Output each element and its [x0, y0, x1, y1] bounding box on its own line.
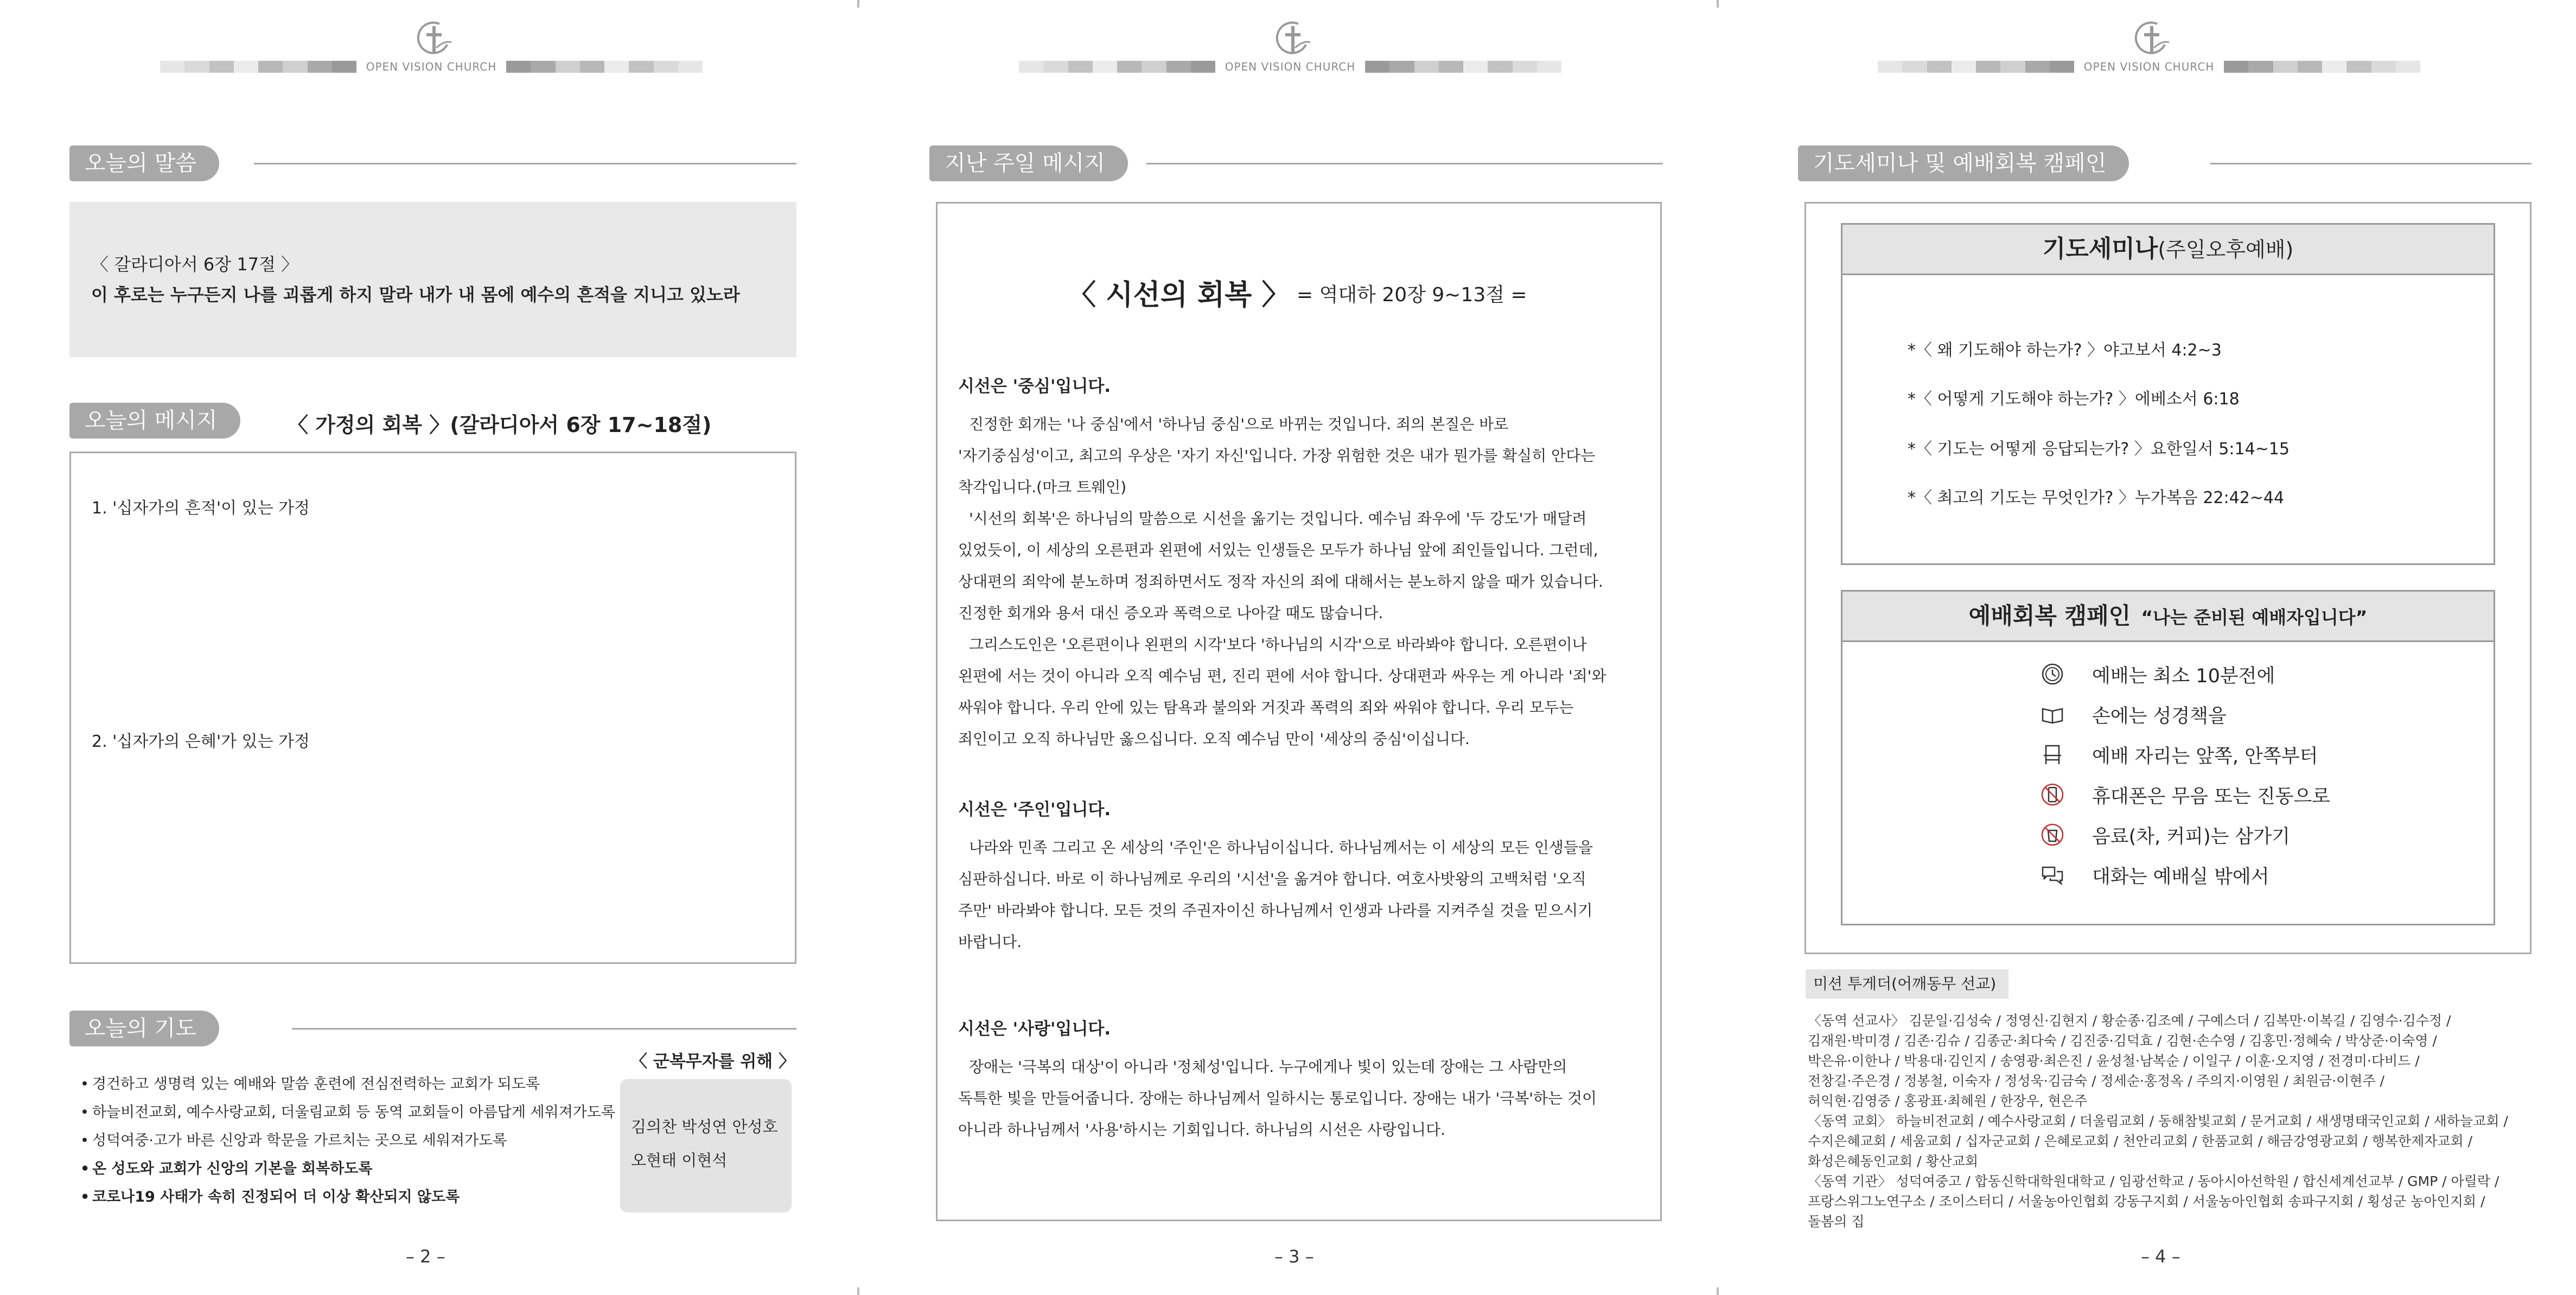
section-header-last-sermon	[929, 145, 1663, 181]
prayer-list	[80, 1070, 615, 1211]
church-header	[1878, 16, 2420, 76]
sermon-block-2	[958, 801, 1647, 958]
sermon-paragraph	[958, 409, 1647, 755]
sermon-line: 있었듯이, 이 세상의 오른편과 왼편에 서있는 인생들은 모두가 하나님 앞에 죄인들입니다. 그런데,	[958, 541, 1598, 559]
sermon-block-1	[958, 377, 1647, 755]
campaign-item	[2041, 777, 2420, 810]
section-header-prayer	[69, 1011, 796, 1046]
campaign-item	[2041, 657, 2420, 689]
sermon-line: 싸워야 합니다. 우리 안에 있는 탐욕과 불의와 거짓과 폭력의 죄와 싸워야 합니다. 우리 모두는	[958, 699, 1574, 716]
mission-line: 허익현·김영중 / 홍광표·최혜원 / 한장우, 현은주	[1808, 1093, 2088, 1109]
section-header-campaign	[1798, 145, 2532, 181]
campaign-item	[2041, 858, 2420, 890]
page-number: – 2 –	[406, 1246, 445, 1267]
military-names: 김의찬 박성연 안성호	[631, 1118, 778, 1136]
sermon-line: 진정한 회개와 용서 대신 증오과 폭력으로 나아갈 때도 많습니다.	[958, 604, 1383, 622]
mission-line: 화성은혜동인교회 / 황산교회	[1808, 1153, 1979, 1169]
campaign-outer-box	[1805, 202, 2532, 954]
campaign-label: 대화는 예배실 밖에서	[2092, 866, 2269, 888]
sermon-line: 주만' 바라봐야 합니다. 모든 것의 주권자이신 하나님께서 인생과 나라를 지켜주실 것을 믿으시기	[958, 902, 1593, 919]
campaign-item	[2041, 817, 2420, 850]
sermon-paragraph	[958, 832, 1647, 958]
clock-icon	[2041, 662, 2064, 686]
section-title: 오늘의 메시지	[69, 403, 240, 439]
note-point-2: 2. '십자가의 은혜'가 있는 가정	[92, 732, 310, 751]
sermon-line: 그리스도인은 '오른편이나 왼편의 시각'보다 '하나님의 시각'으로 바라봐야 합니다. 오른편이나	[969, 636, 1587, 653]
book-icon	[2041, 702, 2064, 726]
note-point-1: 1. '십자가의 흔적'이 있는 가정	[92, 499, 310, 518]
prayer-item: • 온 성도와 교회가 신앙의 기본을 회복하도록	[80, 1155, 615, 1183]
seminar-header	[1842, 225, 2494, 275]
campaign-slogan: “나는 준비된 예배자입니다”	[2141, 607, 2368, 628]
page-4	[1718, 0, 2576, 1295]
church-name: OPEN VISION CHURCH	[366, 60, 497, 73]
campaign-title: 예배회복 캠페인	[1968, 602, 2131, 629]
military-names: 오현태 이현석	[631, 1151, 728, 1170]
seminar-item: *〈 최고의 기도는 무엇인가? 〉누가복음 22:42~44	[1908, 488, 2285, 507]
campaign-label: 예배는 최소 10분전에	[2092, 665, 2275, 687]
mission-title: 미션 투게더(어깨동무 선교)	[1806, 969, 2008, 999]
page-2	[0, 0, 859, 1295]
page-3	[859, 0, 1718, 1295]
seminar-item: *〈 왜 기도해야 하는가? 〉야고보서 4:2~3	[1908, 341, 2222, 360]
no-phone-icon	[2041, 783, 2064, 807]
seminar-box	[1841, 223, 2495, 565]
church-logo-icon	[2130, 16, 2173, 60]
campaign-header	[1842, 592, 2494, 642]
sermon-line: 왼편에 서는 것이 아니라 오직 예수님 편, 진리 편에 서야 합니다. 상대편과 싸우는 게 아니라 '죄'와	[958, 667, 1606, 685]
sermon-heading: 시선은 '주인'입니다.	[958, 800, 1111, 820]
sermon-line: 상대편의 죄악에 분노하며 정죄하면서도 정작 자신의 죄에 대해서는 분노하지 않을 때가 있습니다.	[958, 573, 1603, 591]
mission-line: 〈동역 기관〉 성덕여중고 / 합동신학대학원대학교 / 임광선학교 / 동아시아선학원 / 합신세계선교부 / GMP / 아릴락 /	[1808, 1173, 2500, 1189]
sermon-line: 나라와 민족 그리고 온 세상의 '주인'은 하나님이십니다. 하나님께서는 이 세상의 모든 인생들을	[969, 839, 1593, 856]
verse-reference: 〈 갈라디아서 6장 17절 〉	[91, 254, 299, 275]
section-header-word	[69, 145, 796, 181]
prayer-item: • 성덕여중·고가 바른 신앙과 학문을 가르치는 곳으로 세워져가도록	[80, 1127, 615, 1155]
church-logo-icon	[1271, 16, 1315, 60]
military-names-box	[620, 1079, 792, 1213]
mission-line: 수지은혜교회 / 세움교회 / 십자군교회 / 은혜로교회 / 천안리교회 / 한품교회 / 해금강영광교회 / 행복한제자교회 /	[1808, 1133, 2473, 1149]
campaign-label: 예배 자리는 앞쪽, 안쪽부터	[2092, 746, 2318, 767]
campaign-label: 휴대폰은 무음 또는 진동으로	[2092, 786, 2331, 808]
sermon-box	[936, 202, 1662, 1221]
sermon-heading: 시선은 '사랑'입니다.	[958, 1019, 1111, 1039]
church-name: OPEN VISION CHURCH	[1225, 60, 1356, 73]
sermon-line: 진정한 회개는 '나 중심'에서 '하나님 중심'으로 바뀌는 것입니다. 죄의 본질은 바로	[969, 415, 1509, 433]
seminar-item: *〈 기도는 어떻게 응답되는가? 〉요한일서 5:14~15	[1908, 440, 2290, 459]
prayer-item: • 하늘비전교회, 예수사랑교회, 더울림교회 등 동역 교회들이 아름답게 세워져가도록	[80, 1099, 615, 1127]
seminar-title: 기도세미나	[2042, 235, 2158, 263]
sermon-line: 죄인이고 오직 하나님만 옳으십니다. 오직 예수님 만이 '세상의 중심'이십니다.	[958, 730, 1470, 748]
verse-text: 이 후로는 누구든지 나를 괴롭게 하지 말라 내가 내 몸에 예수의 흔적을 지니고 있노라	[91, 284, 740, 305]
seat-icon	[2041, 742, 2064, 766]
sermon-line: '자기중심성'이고, 최고의 우상은 '자기 자신'입니다. 가장 위험한 것은 내가 뭔가를 확실히 안다는	[958, 447, 1596, 465]
military-title: 〈 군복무자를 위해 〉	[630, 1052, 795, 1071]
seminar-item: *〈 어떻게 기도해야 하는가? 〉에베소서 6:18	[1908, 390, 2240, 409]
mission-line: 〈동역 선교사〉 김문일·김성숙 / 정영신·김현지 / 황순종·김조예 / 구예스더 / 김복만·이복길 / 김영수·김수정 /	[1808, 1013, 2451, 1029]
no-drink-icon	[2041, 823, 2064, 847]
church-logo-icon	[412, 16, 456, 60]
section-title: 오늘의 말씀	[69, 145, 219, 181]
sermon-line: 착각입니다.(마크 트웨인)	[958, 478, 1127, 496]
church-header	[1019, 16, 1561, 76]
prayer-item: • 경건하고 생명력 있는 예배와 말씀 훈련에 전심전력하는 교회가 되도록	[80, 1070, 615, 1099]
seminar-subtitle: (주일오후예배)	[2158, 238, 2294, 262]
mission-line: 돌봄의 집	[1808, 1214, 1865, 1229]
mission-line: 김재원·박미경 / 김존·김슈 / 김종군·최다숙 / 김진중·김덕효 / 김현·손수영 / 김홍민·정혜숙 / 박상준·이숙영 /	[1808, 1033, 2437, 1049]
sermon-reference: = 역대하 20장 9~13절 =	[1297, 284, 1527, 306]
campaign-item	[2041, 697, 2420, 729]
sermon-line: 독특한 빛을 만들어줍니다. 장애는 하나님께서 일하시는 통로입니다. 장애는 내가 '극복'하는 것이	[958, 1089, 1597, 1107]
sermon-heading: 시선은 '중심'입니다.	[958, 377, 1111, 396]
mission-line: 〈동역 교회〉 하늘비전교회 / 예수사랑교회 / 더울림교회 / 동해참빛교회 / 문거교회 / 새생명태국인교회 / 새하늘교회 /	[1808, 1113, 2508, 1129]
message-title: 〈 가정의 회복 〉(갈라디아서 6장 17~18절)	[288, 413, 712, 437]
campaign-label: 음료(차, 커피)는 삼가기	[2092, 826, 2290, 848]
page-number: – 4 –	[2141, 1246, 2180, 1267]
verse-box	[69, 202, 796, 357]
campaign-label: 손에는 성경책을	[2092, 706, 2227, 727]
church-name: OPEN VISION CHURCH	[2083, 60, 2215, 73]
chat-icon	[2041, 863, 2064, 887]
mission-list	[1808, 1011, 2524, 1231]
campaign-item	[2041, 737, 2420, 770]
sermon-title: 〈 시선의 회복 〉	[1068, 279, 1290, 312]
mission-line: 프랑스위그노연구소 / 조이스터디 / 서울농아인협회 강동구지회 / 서울농아인협회 송파구지회 / 횡성군 농아인지회 /	[1808, 1194, 2485, 1209]
mission-line: 박은유·이한나 / 박용대·김인지 / 송영광·최은진 / 윤성철·남복순 / 이일구 / 이훈·오지영 / 전경미·다비드 /	[1808, 1053, 2420, 1069]
mission-line: 전창길·주은경 / 정봉철, 이숙자 / 정성욱·김금숙 / 정세순·홍정옥 / 주의지·이영원 / 최원금·이현주 /	[1808, 1073, 2384, 1089]
prayer-item: • 코로나19 사태가 속히 진정되어 더 이상 확산되지 않도록	[80, 1183, 615, 1211]
sermon-paragraph	[958, 1051, 1647, 1146]
sermon-block-3	[958, 1020, 1647, 1146]
section-title: 기도세미나 및 예배회복 캠페인	[1798, 145, 2129, 181]
church-header	[160, 16, 703, 76]
sermon-line: '시선의 회복'은 하나님의 말씀으로 시선을 옮기는 것입니다. 예수님 좌우에 '두 강도'가 매달려	[969, 510, 1587, 528]
sermon-line: 바랍니다.	[958, 933, 1022, 951]
sermon-notes-box	[69, 452, 796, 964]
section-title: 지난 주일 메시지	[929, 145, 1128, 181]
section-title: 오늘의 기도	[69, 1011, 219, 1046]
campaign-box	[1841, 590, 2495, 925]
sermon-line: 아니라 하나님께서 '사용'하시는 기회입니다. 하나님의 시선은 사랑입니다.	[958, 1121, 1446, 1139]
sermon-line: 심판하십니다. 바로 이 하나님께로 우리의 '시선'을 옮겨야 합니다. 여호사밧왕의 고백처럼 '오직	[958, 870, 1586, 888]
page-number: – 3 –	[1274, 1246, 1314, 1267]
sermon-line: 장애는 '극복의 대상'이 아니라 '정체성'입니다. 누구에게나 빛이 있는데 장애는 그 사람만의	[969, 1058, 1567, 1076]
section-header-message	[69, 403, 265, 439]
